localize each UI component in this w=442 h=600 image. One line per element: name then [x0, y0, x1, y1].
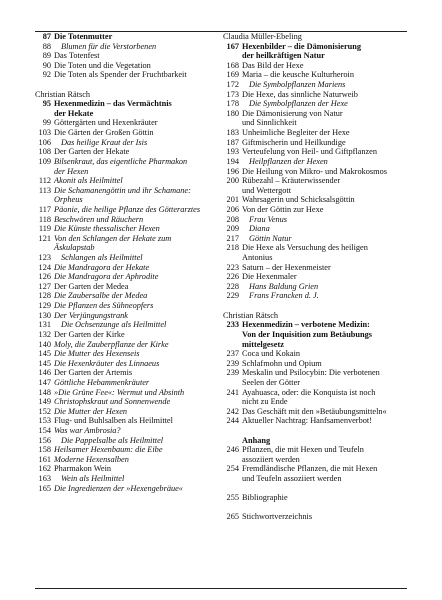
toc-entry — [223, 176, 407, 186]
toc-entry — [35, 397, 215, 407]
toc-entry — [35, 176, 215, 186]
page-number: 112 — [38, 176, 51, 186]
toc-entry — [223, 157, 407, 167]
entry-title: Von der Göttin zur Hexe — [242, 204, 324, 214]
page-number: 92 — [42, 70, 51, 80]
entry-title: der Hexen — [54, 166, 89, 176]
toc-entry — [223, 215, 407, 225]
page-number: 145 — [38, 358, 51, 368]
entry-title: Unheimliche Begleiter der Hexe — [242, 128, 350, 138]
entry-title: Anhang — [242, 435, 271, 445]
entry-title: Giftmischerin und Heilkundige — [242, 137, 346, 147]
page-number: 173 — [226, 89, 239, 99]
entry-title: Göttliche Hebammenkräuter — [54, 377, 150, 387]
entry-title: Das heilige Kraut der Isis — [61, 137, 148, 147]
page-number: 209 — [226, 224, 239, 234]
toc-entry — [35, 263, 215, 273]
entry-title: Schlangen als Heilmittel — [61, 253, 143, 263]
entry-title: Orpheus — [54, 195, 83, 205]
toc-entry — [35, 426, 215, 436]
toc-entry — [223, 474, 407, 484]
page-number: 118 — [38, 214, 51, 224]
entry-title: Die Hexe, das sinnliche Naturweib — [242, 89, 358, 99]
entry-title: Christian Rätsch — [35, 89, 91, 99]
entry-title: Heilsamer Hexenbaum: die Eibe — [54, 445, 163, 455]
entry-title: Von der Inquisition zum Betäubungs — [242, 329, 373, 339]
toc-entry — [223, 378, 407, 388]
toc-entry — [223, 32, 407, 42]
toc-entry — [223, 349, 407, 359]
page-number: 132 — [38, 329, 51, 339]
entry-title: Der Garten der Artemis — [54, 368, 133, 378]
toc-entry — [35, 484, 215, 494]
toc-entry — [35, 436, 215, 446]
entry-title: Die Schamanengöttin und ihr Schamane: — [54, 185, 191, 195]
entry-title: Der Garten der Medea — [54, 281, 129, 291]
page-number: 168 — [226, 60, 239, 70]
page-number: 208 — [226, 214, 239, 224]
toc-entry — [35, 455, 215, 465]
page-number: 183 — [226, 128, 239, 138]
toc-entry — [35, 157, 215, 167]
toc-entry — [223, 388, 407, 398]
page-number: 89 — [42, 51, 51, 61]
entry-title: Pharmakon Wein — [54, 464, 112, 474]
page-number: 130 — [38, 310, 51, 320]
toc-entry — [223, 128, 407, 138]
entry-title: Antonius — [242, 253, 273, 263]
toc-entry — [223, 138, 407, 148]
page-number: 128 — [38, 291, 51, 301]
page-number: 187 — [226, 137, 239, 147]
entry-title: Die Künste thessalischer Hexen — [54, 224, 160, 234]
entry-title: Heilpflanzen der Hexen — [249, 156, 328, 166]
page-number: 172 — [226, 80, 239, 90]
toc-entry — [223, 118, 407, 128]
page-number: 265 — [226, 512, 239, 522]
toc-column-right — [223, 32, 407, 522]
entry-title: nicht zu Ende — [242, 397, 288, 407]
page-number: 200 — [226, 176, 239, 186]
page-number: 237 — [226, 349, 239, 359]
entry-title: Hexenmedizin – verbotene Medizin: — [242, 320, 370, 330]
entry-title: Christian Rätsch — [223, 310, 279, 320]
entry-title: und Wettergott — [242, 185, 292, 195]
toc-entry — [223, 503, 407, 513]
entry-title: Die Hexenmaler — [242, 272, 297, 282]
page-number: 193 — [226, 147, 239, 157]
toc-entry — [223, 455, 407, 465]
page-number: 145 — [38, 349, 51, 359]
toc-entry — [35, 224, 215, 234]
toc-entry — [35, 167, 215, 177]
page-number: 226 — [226, 272, 239, 282]
page-number: 161 — [38, 454, 51, 464]
toc-entry — [35, 186, 215, 196]
entry-title: Äskulapstab — [54, 243, 95, 253]
entry-title: Was war Ambrosia? — [54, 425, 121, 435]
page-number: 106 — [38, 137, 51, 147]
entry-title: Die Mandragora der Hekate — [54, 262, 150, 272]
entry-title: Die Mutter des Hexenseis — [54, 349, 140, 359]
toc-entry — [223, 311, 407, 321]
toc-entry — [35, 272, 215, 282]
page-number: 228 — [226, 281, 239, 291]
entry-title: Pflanzen, die mit Hexen und Teufeln — [242, 445, 364, 455]
page-number: 255 — [226, 493, 239, 503]
toc-entry — [35, 445, 215, 455]
toc-entry — [35, 234, 215, 244]
entry-title: Moly, die Zauberpflanze der Kirke — [54, 339, 169, 349]
page-number: 154 — [38, 425, 51, 435]
toc-entry — [35, 32, 215, 42]
entry-title: Die Symbolpflanzen Mariens — [249, 80, 346, 90]
entry-title: mittelgesetz — [242, 339, 284, 349]
toc-entry — [223, 426, 407, 436]
toc-entry — [35, 311, 215, 321]
toc-entry — [223, 436, 407, 446]
toc-entry — [223, 368, 407, 378]
page-number: 162 — [38, 464, 51, 474]
toc-entry — [35, 368, 215, 378]
toc-entry — [223, 445, 407, 455]
entry-title: Rübezahl – Kräuterwissender — [242, 176, 341, 186]
toc-entry — [223, 253, 407, 263]
toc-entry — [223, 340, 407, 350]
toc-entry — [223, 493, 407, 503]
page-number: 109 — [38, 156, 51, 166]
toc-entry — [35, 359, 215, 369]
toc-entry — [35, 243, 215, 253]
entry-title: Die Zaubersalbe der Medea — [54, 291, 148, 301]
toc-entry — [35, 195, 215, 205]
entry-title: Moderne Hexensalben — [54, 454, 129, 464]
toc-entry — [223, 205, 407, 215]
page-number: 95 — [42, 99, 51, 109]
page-number: 165 — [38, 483, 51, 493]
page-number: 246 — [226, 445, 239, 455]
entry-title: Verteufelung von Heil- und Giftpflanzen — [242, 147, 378, 157]
toc-entry — [35, 128, 215, 138]
entry-title: Der Garten der Hekate — [54, 147, 130, 157]
toc-entry — [35, 388, 215, 398]
entry-title: Flug- und Buhlsalben als Heilmittel — [54, 416, 173, 426]
toc-entry — [35, 340, 215, 350]
entry-title: Die Toten als Spender der Fruchtbarkeit — [54, 70, 187, 80]
page-number: 206 — [226, 204, 239, 214]
toc-entry — [223, 70, 407, 80]
toc-entry — [35, 253, 215, 263]
toc-entry — [223, 234, 407, 244]
entry-title: Beschwören und Räuchern — [54, 214, 144, 224]
page-number: 152 — [38, 406, 51, 416]
entry-title: und Teufeln assoziiert werden — [242, 474, 342, 484]
entry-title: Die Ingredienzen der »Hexengebräue« — [54, 483, 183, 493]
entry-title: Von den Schlangen der Hekate zum — [54, 233, 172, 243]
entry-title: Frans Francken d. J. — [249, 291, 319, 301]
toc-entry — [223, 397, 407, 407]
page-number: 244 — [226, 416, 239, 426]
entry-title: Wein als Heilmittel — [61, 474, 125, 484]
entry-title: Die Symbolpflanzen der Hexe — [249, 99, 348, 109]
entry-title: Diana — [249, 224, 270, 234]
toc-entry — [223, 291, 407, 301]
toc-entry — [35, 205, 215, 215]
page-number: 87 — [42, 32, 51, 41]
entry-title: Die Heilung von Mikro- und Makrokosmos — [242, 166, 387, 176]
page-number: 229 — [226, 291, 239, 301]
page-number: 156 — [38, 435, 51, 445]
entry-title: Hexenmedizin – das Vermächtnis — [54, 99, 172, 109]
entry-title: Hans Baldung Grien — [249, 281, 319, 291]
toc-entry — [35, 301, 215, 311]
entry-title: Die Pappelsalbe als Heilmittel — [61, 435, 164, 445]
toc-entry — [35, 330, 215, 340]
entry-title: Bibliographie — [242, 493, 288, 503]
page-number: 148 — [38, 387, 51, 397]
page-number: 113 — [38, 185, 51, 195]
entry-title: Seelen der Götter — [242, 377, 301, 387]
toc-entry — [223, 42, 407, 52]
entry-title: Die Hexenkräuter des Linnaeus — [54, 358, 160, 368]
entry-title: Das Bild der Hexe — [242, 60, 304, 70]
page-number: 146 — [38, 368, 51, 378]
toc-entry — [35, 138, 215, 148]
entry-title: Fremdländische Pflanzen, die mit Hexen — [242, 464, 378, 474]
page-number: 239 — [226, 368, 239, 378]
entry-title: Das Totenfest — [54, 51, 100, 61]
page-number: 131 — [38, 320, 51, 330]
toc-entry — [35, 320, 215, 330]
toc-entry — [223, 186, 407, 196]
entry-title: Das Geschäft mit den »Betäubungsmitteln« — [242, 406, 387, 416]
toc-entry — [35, 51, 215, 61]
entry-title: Die Mandragora der Aphrodite — [54, 272, 159, 282]
toc-entry — [223, 147, 407, 157]
entry-title: der heilkräftigen Natur — [242, 51, 325, 61]
entry-title: Akonit als Heilmittel — [54, 176, 123, 186]
page-number: 223 — [226, 262, 239, 272]
toc-entry — [223, 61, 407, 71]
page-number: 254 — [226, 464, 239, 474]
toc-entry — [35, 70, 215, 80]
page-number: 147 — [38, 377, 51, 387]
page-number: 163 — [38, 474, 51, 484]
entry-title: »Die Grüne Fee«: Wermut und Absinth — [54, 387, 185, 397]
toc-entry — [35, 378, 215, 388]
toc-entry — [223, 263, 407, 273]
page-number: 121 — [38, 233, 51, 243]
page-number: 119 — [38, 224, 51, 234]
entry-title: Die Ochsenzunge als Heilmittel — [61, 320, 167, 330]
page-number: 180 — [226, 108, 239, 118]
toc-entry — [223, 80, 407, 90]
page-number: 218 — [226, 243, 239, 253]
toc-entry — [223, 484, 407, 494]
page-number: 167 — [226, 41, 239, 51]
entry-title: der Hekate — [54, 108, 94, 118]
toc-entry — [223, 512, 407, 522]
entry-title: Die Dämonisierung von Natur — [242, 108, 343, 118]
page-number: 194 — [226, 156, 239, 166]
entry-title: Saturn – der Hexenmeister — [242, 262, 331, 272]
entry-title: Stichwortverzeichnis — [242, 512, 313, 522]
entry-title: Die Totenmutter — [54, 32, 113, 41]
toc-entry — [35, 416, 215, 426]
toc-entry — [223, 330, 407, 340]
entry-title: Die Pflanzen des Sühneopfers — [54, 301, 154, 311]
toc-entry — [223, 90, 407, 100]
entry-title: Christophskraut und Sonnenwende — [54, 397, 171, 407]
entry-title: Die Toten und die Vegetation — [54, 60, 151, 70]
page-number: 169 — [226, 70, 239, 80]
toc-entry — [223, 282, 407, 292]
toc-entry — [35, 109, 215, 119]
toc-entry — [223, 272, 407, 282]
entry-title: Der Garten der Kirke — [54, 329, 125, 339]
toc-entry — [35, 282, 215, 292]
entry-title: Schlafmohn und Opium — [242, 358, 322, 368]
entry-title: Frau Venus — [249, 214, 288, 224]
page-number: 153 — [38, 416, 51, 426]
toc-entry — [35, 407, 215, 417]
toc-column-left — [35, 32, 215, 493]
page-number: 129 — [38, 301, 51, 311]
toc-entry — [223, 109, 407, 119]
toc-entry — [223, 224, 407, 234]
toc-entry — [35, 118, 215, 128]
toc-entry — [223, 167, 407, 177]
toc-entry — [35, 215, 215, 225]
page-number: 233 — [226, 320, 239, 330]
page-number: 90 — [42, 60, 51, 70]
entry-title: Ayahuasca, oder: die Konquista ist noch — [242, 387, 376, 397]
toc-entry — [35, 147, 215, 157]
page-number: 108 — [38, 147, 51, 157]
toc-entry — [223, 407, 407, 417]
toc-entry — [35, 99, 215, 109]
entry-title: Der Verjüngungstrank — [54, 310, 128, 320]
toc-entry — [35, 291, 215, 301]
entry-title: Päonie, die heilige Pflanze des Götterarztes — [54, 204, 201, 214]
toc-entry — [35, 61, 215, 71]
page-number: 196 — [226, 166, 239, 176]
entry-title: Coca und Kokain — [242, 349, 301, 359]
entry-title: Claudia Müller-Ebeling — [223, 32, 302, 41]
entry-title: Die Mutter der Hexen — [54, 406, 128, 416]
page-number: 103 — [38, 128, 51, 138]
page-number: 158 — [38, 445, 51, 455]
toc-entry — [223, 320, 407, 330]
page-number: 178 — [226, 99, 239, 109]
page-number: 149 — [38, 397, 51, 407]
entry-title: assoziiert werden — [242, 454, 300, 464]
toc-entry — [223, 416, 407, 426]
toc-entry — [223, 243, 407, 253]
entry-title: Hexenbilder – die Dämonisierung — [242, 41, 362, 51]
page-number: 123 — [38, 253, 51, 263]
page-number: 201 — [226, 195, 239, 205]
bottom-rule — [35, 588, 407, 589]
entry-title: Blumen für die Verstorbenen — [61, 41, 157, 51]
entry-title: Die Gärten der Großen Göttin — [54, 128, 154, 138]
page-number: 124 — [38, 262, 51, 272]
page-number: 88 — [42, 41, 51, 51]
entry-title: Maria – die keusche Kulturheroin — [242, 70, 354, 80]
page-number: 117 — [38, 204, 51, 214]
page-number: 239 — [226, 358, 239, 368]
toc-entry — [223, 359, 407, 369]
entry-title: Göttergärten und Hexenkräuter — [54, 118, 158, 128]
toc-entry — [35, 42, 215, 52]
entry-title: Wahrsagerin und Schicksalsgöttin — [242, 195, 355, 205]
toc-entry — [223, 99, 407, 109]
page-number: 241 — [226, 387, 239, 397]
page-number: 242 — [226, 406, 239, 416]
entry-title: Aktueller Nachtrag: Hanfsamenverbot! — [242, 416, 372, 426]
toc-entry — [223, 51, 407, 61]
toc-entry — [223, 301, 407, 311]
entry-title: Göttin Natur — [249, 233, 292, 243]
entry-title: Meskalin und Psilocybin: Die verbotenen — [242, 368, 380, 378]
page-number: 126 — [38, 272, 51, 282]
toc-entry — [35, 90, 215, 100]
page-number: 99 — [42, 118, 51, 128]
entry-title: und Sinnlichkeit — [242, 118, 297, 128]
toc-entry — [223, 464, 407, 474]
toc-entry — [35, 474, 215, 484]
page-number: 140 — [38, 339, 51, 349]
toc-entry — [35, 464, 215, 474]
entry-title: Bilsenkraut, das eigentliche Pharmakon — [54, 156, 188, 166]
page-number: 217 — [226, 233, 239, 243]
entry-title: Die Hexe als Versuchung des heiligen — [242, 243, 368, 253]
toc-entry — [35, 80, 215, 90]
page-number: 127 — [38, 281, 51, 291]
toc-entry — [35, 349, 215, 359]
toc-entry — [223, 195, 407, 205]
